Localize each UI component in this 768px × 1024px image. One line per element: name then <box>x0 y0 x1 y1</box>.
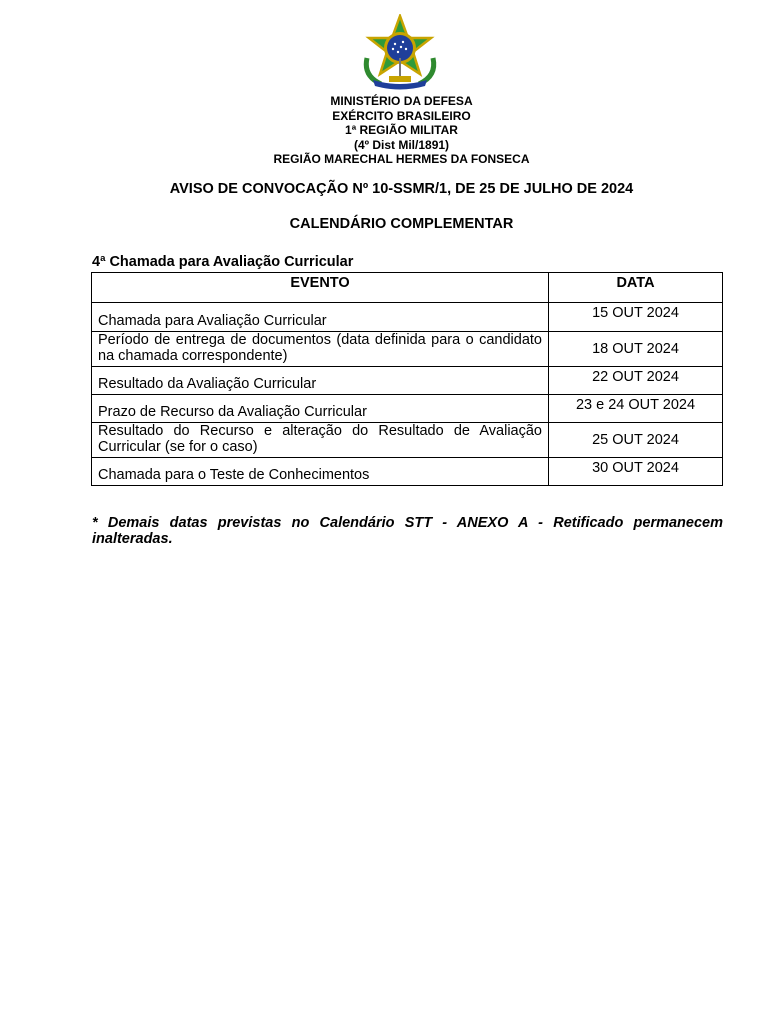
column-header-date: DATA <box>549 273 723 303</box>
date-cell: 15 OUT 2024 <box>549 303 723 332</box>
event-cell: Período de entrega de documentos (data definida para o candidato na chamada correspondente) <box>92 332 549 367</box>
org-line-region: 1ª REGIÃO MILITAR <box>345 123 458 137</box>
section-title: 4ª Chamada para Avaliação Curricular <box>92 254 354 270</box>
table-row <box>92 303 723 332</box>
table-row <box>92 332 723 367</box>
table-header-row <box>92 273 723 303</box>
footnote: * Demais datas previstas no Calendário STT - ANEXO A - Retificado permanecem inalteradas. <box>92 515 723 547</box>
date-cell: 18 OUT 2024 <box>549 332 723 367</box>
calendar-table <box>91 272 723 486</box>
date-cell: 23 e 24 OUT 2024 <box>549 395 723 423</box>
date-cell: 30 OUT 2024 <box>549 458 723 486</box>
event-cell: Resultado do Recurso e alteração do Resultado de Avaliação Curricular (se for o caso) <box>92 423 549 458</box>
date-cell: 22 OUT 2024 <box>549 367 723 395</box>
table-row <box>92 458 723 486</box>
document-title: AVISO DE CONVOCAÇÃO Nº 10-SSMR/1, DE 25 DE JULHO DE 2024 <box>169 181 634 197</box>
org-line-ministry: MINISTÉRIO DA DEFESA <box>330 94 473 108</box>
org-line-region-name: REGIÃO MARECHAL HERMES DA FONSECA <box>273 152 530 166</box>
table-row <box>92 395 723 423</box>
table-row <box>92 367 723 395</box>
event-cell: Resultado da Avaliação Curricular <box>92 367 549 395</box>
date-cell: 25 OUT 2024 <box>549 423 723 458</box>
brazil-coat-of-arms-icon <box>359 14 441 90</box>
event-cell: Chamada para o Teste de Conhecimentos <box>92 458 549 486</box>
table-row <box>92 423 723 458</box>
org-line-district: (4º Dist Mil/1891) <box>353 137 450 152</box>
event-cell: Prazo de Recurso da Avaliação Curricular <box>92 395 549 423</box>
column-header-event: EVENTO <box>92 273 549 303</box>
organization-header <box>0 94 768 167</box>
org-line-army: EXÉRCITO BRASILEIRO <box>332 108 471 123</box>
event-cell: Chamada para Avaliação Curricular <box>92 303 549 332</box>
document-subtitle: CALENDÁRIO COMPLEMENTAR <box>289 216 514 232</box>
